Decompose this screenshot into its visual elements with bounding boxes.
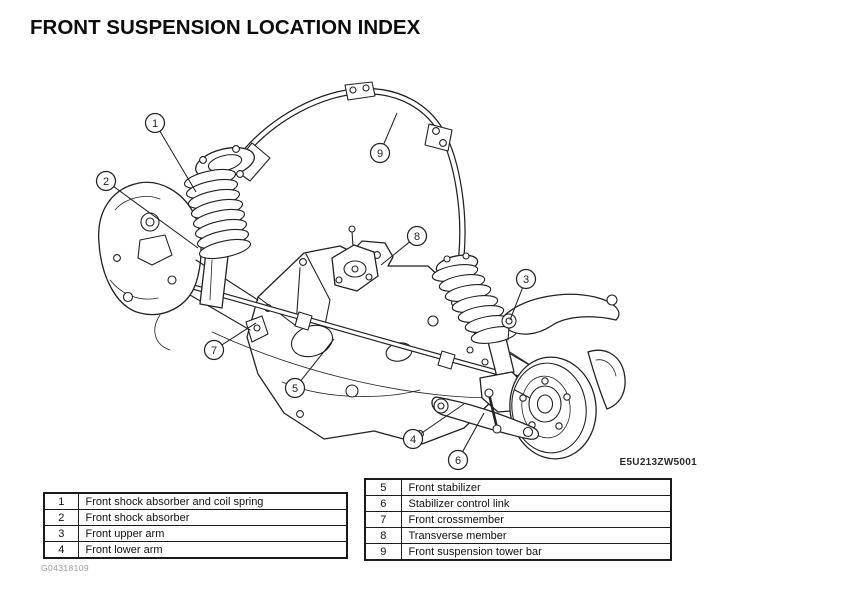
legend-row — [365, 544, 671, 561]
legend-item-number: 1 — [44, 493, 78, 510]
legend-item-number: 8 — [365, 528, 401, 544]
figure-code: E5U213ZW5001 — [619, 457, 697, 468]
legend-item-label: Front stabilizer — [401, 479, 671, 496]
legend-item-label: Stabilizer control link — [401, 496, 671, 512]
doc-code: G04318109 — [41, 563, 90, 573]
legend-item-number: 3 — [44, 526, 78, 542]
legend-item-label: Front shock absorber and coil spring — [78, 493, 347, 510]
tower-bar — [232, 82, 462, 260]
callout-1 — [146, 114, 197, 193]
callout-8 — [381, 227, 427, 266]
legend-row — [44, 493, 347, 510]
callout-number: 9 — [376, 147, 384, 160]
legend-item-label: Transverse member — [401, 528, 671, 544]
legend-row — [365, 528, 671, 544]
legend-row — [365, 512, 671, 528]
callout-number: 5 — [291, 382, 299, 395]
legend-item-label: Front crossmember — [401, 512, 671, 528]
legend-table-5-9 — [364, 478, 672, 561]
legend-table-1-4 — [43, 492, 348, 559]
callout-number: 4 — [409, 433, 417, 446]
legend-row — [44, 526, 347, 542]
transverse-member-bracket — [332, 226, 378, 291]
legend-item-number: 2 — [44, 510, 78, 526]
legend-row — [365, 479, 671, 496]
legend-item-label: Front upper arm — [78, 526, 347, 542]
legend-item-number: 6 — [365, 496, 401, 512]
page-title: FRONT SUSPENSION LOCATION INDEX — [30, 16, 421, 39]
callout-number: 7 — [210, 344, 218, 357]
callout-number: 1 — [151, 117, 159, 130]
callout-number: 6 — [454, 454, 462, 467]
legend-row — [44, 510, 347, 526]
legend-item-label: Front shock absorber — [78, 510, 347, 526]
callout-9 — [371, 113, 398, 163]
callout-number: 8 — [413, 230, 421, 243]
legend-item-number: 5 — [365, 479, 401, 496]
legend-item-number: 9 — [365, 544, 401, 561]
legend-item-number: 7 — [365, 512, 401, 528]
legend-row — [44, 542, 347, 559]
legend-row — [365, 496, 671, 512]
callout-number: 2 — [102, 175, 110, 188]
legend-item-label: Front lower arm — [78, 542, 347, 559]
upper-arm-right — [502, 294, 619, 340]
legend-item-label: Front suspension tower bar — [401, 544, 671, 561]
callout-number: 3 — [522, 273, 530, 286]
legend-item-number: 4 — [44, 542, 78, 559]
